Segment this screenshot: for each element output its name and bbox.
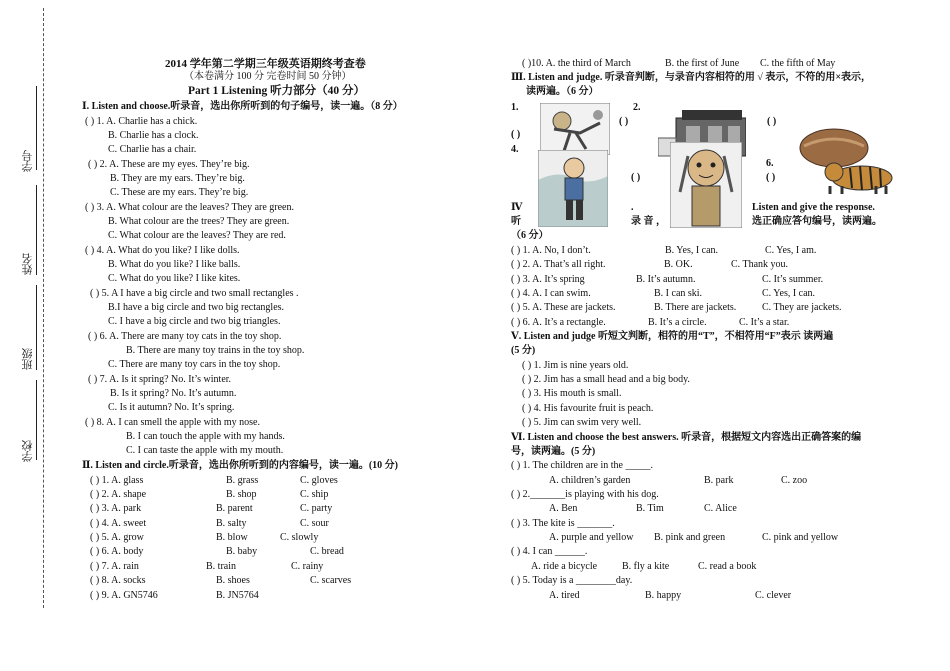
s6-option-c: C. Alice	[704, 503, 737, 514]
s6-option-b: B. happy	[645, 590, 682, 601]
s6-option-a: A. ride a bicycle	[531, 561, 598, 572]
s1-line: C. What do you like? I like kites.	[108, 273, 241, 284]
section4-points: （6 分）	[511, 230, 549, 241]
section3-heading: Ⅲ. Listen and judge. 听录音判断，与录音内容相符的用 √ 表示，不符的用×表示，	[511, 72, 872, 83]
s2-option-a: ( ) 2. A. shape	[90, 489, 147, 500]
s2-option-c: C. scarves	[310, 575, 352, 586]
s6-option-b: B. pink and green	[654, 532, 726, 543]
section4-heading-dot: .	[631, 202, 634, 213]
s6-question: ( ) 1. The children are in the _____.	[511, 460, 653, 471]
girl-with-plaits-picture	[670, 142, 742, 228]
s5-line: ( ) 5. Jim can swim very well.	[522, 417, 642, 428]
s6-option-c: C. clever	[755, 590, 792, 601]
answer-paren-1: ( )	[619, 116, 629, 127]
section4-heading-mid: 录 音 ，	[631, 216, 666, 227]
s4-option-b: B. I can ski.	[654, 288, 703, 299]
answer-paren-2: ( )	[511, 129, 521, 140]
s1-line: B. What colour are the trees? They are green.	[108, 216, 290, 227]
s2-option-a: ( ) 9. A. GN5746	[90, 590, 158, 601]
s6-question: ( ) 2._______is playing with his dog.	[511, 489, 659, 500]
s5-line: ( ) 3. His mouth is small.	[522, 388, 622, 399]
s4-option-a: ( ) 3. A. It’s spring	[511, 274, 585, 285]
s2-option-c: C. party	[300, 503, 333, 514]
s6-option-a: A. Ben	[549, 503, 578, 514]
s2-option-a: ( ) 5. A. grow	[90, 532, 144, 543]
s2-option-c: C. sour	[300, 518, 329, 529]
section2-heading: Ⅱ. Listen and circle.听录音，选出你所听到的内容编号，读一遍。(10 分)	[82, 460, 399, 471]
student-number-blank	[36, 86, 37, 170]
class-label: 班级	[22, 348, 34, 370]
s2-option-b: B. blow	[216, 532, 248, 543]
s1-line: C. I have a big circle and two big triangles.	[108, 316, 281, 327]
section1-heading: Ⅰ. Listen and choose.听录音，选出你所听到的句子编号，读一遍。（8 分）	[82, 101, 403, 112]
s4-option-b: B. It’s a circle.	[648, 317, 707, 328]
s4-option-c: C. Yes, I am.	[765, 245, 817, 256]
s2-option-b: B. JN5764	[216, 590, 259, 601]
s2-option-c: C. bread	[310, 546, 344, 557]
picture-number-4: 4.	[511, 144, 519, 155]
exam-title: 2014 学年第二学期三年级英语期终考查卷	[165, 58, 366, 70]
s4-option-b: B. It’s autumn.	[636, 274, 696, 285]
s2-option-b: B. salty	[216, 518, 247, 529]
s4-option-c: C. It’s a star.	[739, 317, 790, 328]
s4-option-c: C. They are jackets.	[762, 302, 842, 313]
s2-option-b: B. shoes	[216, 575, 250, 586]
s1-line: ( ) 8. A. I can smell the apple with my nose.	[85, 417, 260, 428]
s6-option-a: A. tired	[549, 590, 580, 601]
s1-line: C. Charlie has a chair.	[108, 144, 197, 155]
name-blank	[36, 185, 37, 275]
s2-option-c: C. the fifth of May	[760, 58, 836, 69]
school-label: 学校	[22, 440, 34, 462]
s2-option-a: ( )10. A. the third of March	[522, 58, 631, 69]
section4-heading-right: Listen and give the response.	[752, 202, 875, 213]
s6-option-c: C. read a book	[698, 561, 757, 572]
student-number-label: 学号	[22, 150, 34, 172]
s4-option-b: B. Yes, I can.	[665, 245, 719, 256]
school-blank	[36, 380, 37, 460]
section6-heading: Ⅵ. Listen and choose the best answers. 听录音，根据短文内容选出正确答案的编	[511, 432, 862, 443]
name-label: 姓名	[22, 253, 34, 275]
s2-option-a: ( ) 4. A. sweet	[90, 518, 147, 529]
s4-option-b: B. OK.	[664, 259, 693, 270]
s1-line: B. Is it spring? No. It’s autumn.	[110, 388, 237, 399]
s1-line: B. I can touch the apple with my hands.	[126, 431, 285, 442]
binding-dotted-line	[43, 8, 44, 608]
s2-option-c: C. gloves	[300, 475, 338, 486]
s2-option-a: ( ) 8. A. socks	[90, 575, 146, 586]
s5-line: ( ) 1. Jim is nine years old.	[522, 360, 629, 371]
s2-option-b: B. train	[206, 561, 236, 572]
s2-option-a: ( ) 6. A. body	[90, 546, 144, 557]
s4-option-a: ( ) 2. A. That’s all right.	[511, 259, 606, 270]
s1-line: ( ) 7. A. Is it spring? No. It’s winter.	[88, 374, 232, 385]
s1-line: B. What do you like? I like balls.	[108, 259, 241, 270]
s5-line: ( ) 4. His favourite fruit is peach.	[522, 403, 654, 414]
s1-line: C. These are my ears. They’re big.	[110, 187, 249, 198]
s2-option-b: B. the first of June	[665, 58, 740, 69]
answer-paren-3: ( )	[767, 116, 777, 127]
s2-option-b: B. parent	[216, 503, 253, 514]
s1-line: C. There are many toy cars in the toy shop.	[108, 359, 281, 370]
s2-option-a: ( ) 3. A. park	[90, 503, 142, 514]
s6-question: ( ) 4. I can ______.	[511, 546, 588, 557]
class-blank	[36, 285, 37, 370]
picture-number-6: 6.	[766, 158, 774, 169]
s2-option-b: B. shop	[226, 489, 257, 500]
part1-title: Part 1 Listening 听力部分（40 分）	[188, 85, 365, 97]
s6-option-c: C. pink and yellow	[762, 532, 839, 543]
s5-line: ( ) 2. Jim has a small head and a big body.	[522, 374, 690, 385]
section4-heading-right-cont: 选正确应答句编号，读两遍。	[752, 216, 882, 227]
tiger-picture	[822, 156, 898, 196]
s6-option-b: B. Tim	[636, 503, 664, 514]
s1-line: ( ) 5. A I have a big circle and two small rectangles .	[90, 288, 299, 299]
section5-heading-cont: (5 分)	[511, 345, 536, 356]
s2-option-c: C. slowly	[280, 532, 319, 543]
answer-paren-4: ( )	[631, 172, 641, 183]
s4-option-c: C. Thank you.	[731, 259, 789, 270]
s1-line: ( ) 2. A. These are my eyes. They’re big.	[88, 159, 250, 170]
s6-option-a: A. purple and yellow	[549, 532, 634, 543]
section4-numeral: Ⅳ	[511, 202, 523, 213]
s6-option-b: B. fly a kite	[622, 561, 670, 572]
s2-option-a: ( ) 1. A. glass	[90, 475, 144, 486]
s2-option-b: B. baby	[226, 546, 258, 557]
s4-option-a: ( ) 6. A. It’s a rectangle.	[511, 317, 606, 328]
s4-option-b: B. There are jackets.	[654, 302, 737, 313]
s6-option-a: A. children’s garden	[549, 475, 631, 486]
s1-line: B. Charlie has a clock.	[108, 130, 199, 141]
section6-heading-cont: 号，读两遍。(5 分)	[511, 446, 596, 457]
picture-number-2: 2.	[633, 102, 641, 113]
s1-line: C. I can taste the apple with my mouth.	[126, 445, 284, 456]
s6-option-c: C. zoo	[781, 475, 808, 486]
girl-playing-picture	[540, 103, 610, 155]
s1-line: ( ) 6. A. There are many toy cats in the toy shop.	[88, 331, 282, 342]
picture-number-1: 1.	[511, 102, 519, 113]
section4-heading-left: 听	[511, 216, 521, 227]
s1-line: ( ) 4. A. What do you like? I like dolls.	[85, 245, 240, 256]
s4-option-a: ( ) 1. A. No, I don’t.	[511, 245, 591, 256]
s1-line: ( ) 3. A. What colour are the leaves? They are green.	[85, 202, 294, 213]
answer-paren-6: ( )	[766, 172, 776, 183]
s1-line: C. Is it autumn? No. It’s spring.	[108, 402, 235, 413]
boy-picture	[538, 150, 608, 227]
s1-line: C. What colour are the leaves? They are red.	[108, 230, 286, 241]
exam-subtitle: （本卷满分 100 分 完卷时间 50 分钟）	[184, 71, 352, 82]
s2-option-a: ( ) 7. A. rain	[90, 561, 139, 572]
s6-option-b: B. park	[704, 475, 734, 486]
s4-option-c: C. Yes, I can.	[762, 288, 816, 299]
s4-option-a: ( ) 4. A. I can swim.	[511, 288, 591, 299]
section5-heading: Ⅴ. Listen and judge 听短文判断，相符的用“T”，不相符用“F”表示 读两遍	[511, 331, 834, 342]
s1-line: B.I have a big circle and two big rectangles.	[108, 302, 285, 313]
s1-line: B. There are many toy trains in the toy shop.	[126, 345, 305, 356]
s2-option-b: B. grass	[226, 475, 259, 486]
s2-option-c: C. rainy	[291, 561, 324, 572]
section3-heading-cont: 读两遍。（6 分）	[526, 86, 599, 97]
s6-question: ( ) 5. Today is a ________day.	[511, 575, 633, 586]
s1-line: ( ) 1. A. Charlie has a chick.	[85, 116, 198, 127]
s4-option-a: ( ) 5. A. These are jackets.	[511, 302, 616, 313]
s4-option-c: C. It’s summer.	[762, 274, 824, 285]
s1-line: B. They are my ears. They’re big.	[110, 173, 245, 184]
s6-question: ( ) 3. The kite is _______.	[511, 518, 615, 529]
s2-option-c: C. ship	[300, 489, 329, 500]
